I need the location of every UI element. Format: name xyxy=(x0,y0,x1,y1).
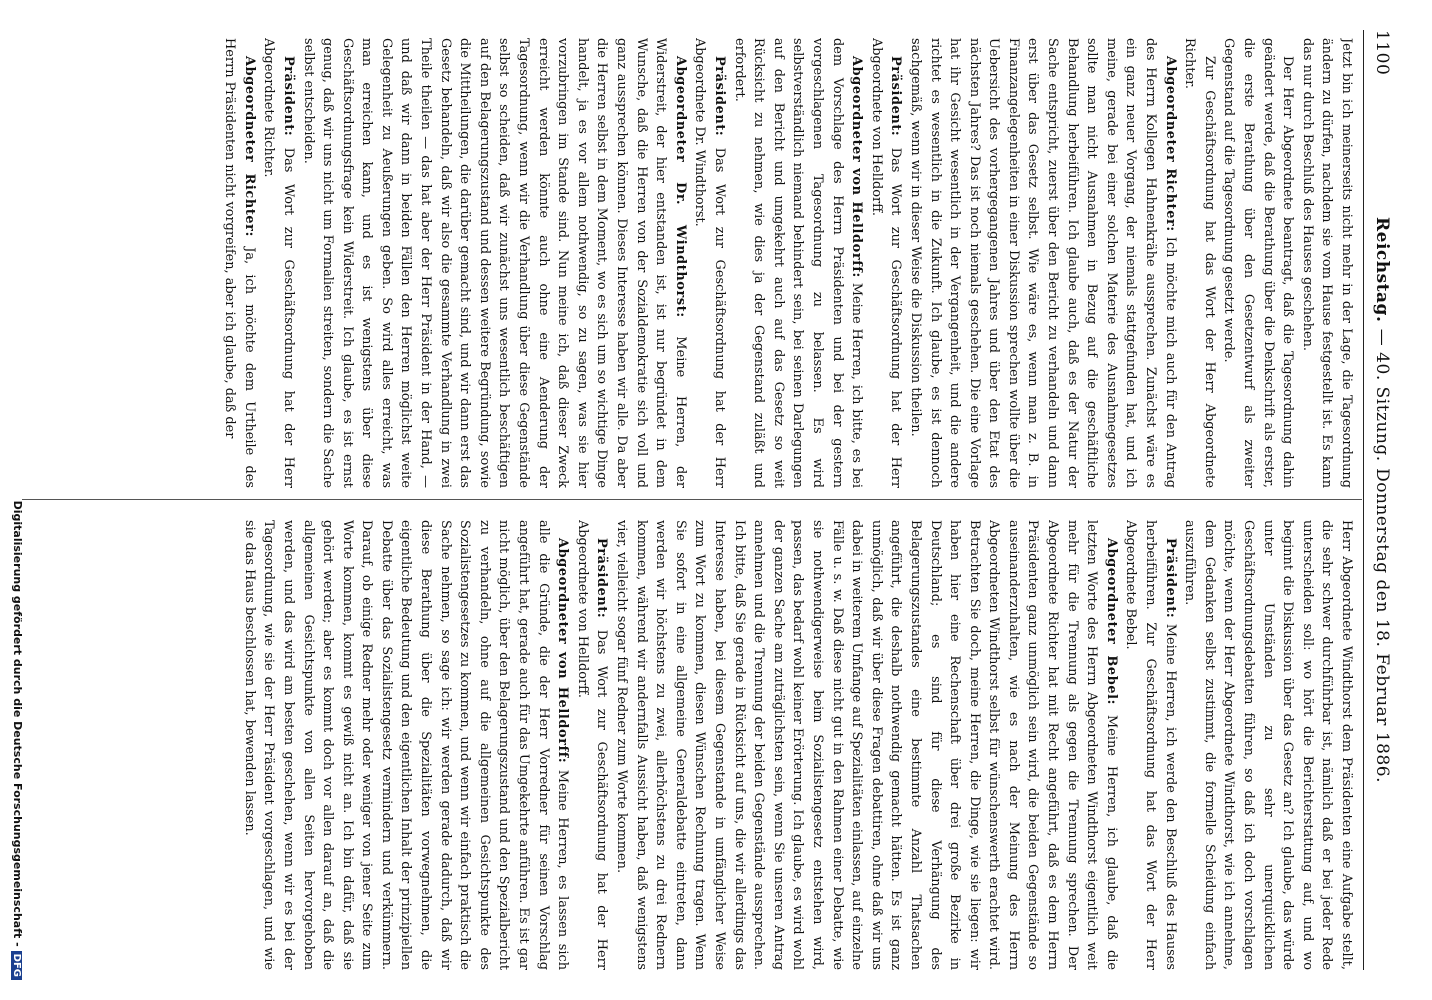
paragraph xyxy=(1219,38,1297,488)
paragraph-text: Meine Herren, ich bitte, es bei dem Vorschlage des Herrn Präsidenten und bei der gestern vorgeschlagenen Tagesordnung zu belassen. Es wird selbstverständlich niemand behindert sein, bei seinen Darlegungen auf den Bericht und umgekehrt auch auf das Gesetz so weit Rücksicht zu nehmen, wie dies ja der Gegenstand zuläßt und erfordert. xyxy=(731,38,865,488)
paragraph-text: Ja, ich möchte dem Urtheile des Herrn Präsidenten nicht vorgreifen, aber ich glaube, daß der xyxy=(222,38,257,488)
paragraph-text: Der Herr Abgeordnete beantragt, daß die Tagesordnung dahin geändert werde, daß die Berathung über die Denkschrift als erster, die erste Berathung über den Gesetzentwurf als zweiter Gegenstand auf die Tagesordnung gesetzt werde. xyxy=(1221,38,1296,488)
speaker-name: Abgeordneter von Helldorff: xyxy=(849,56,865,278)
text-column-left xyxy=(16,38,1356,488)
paragraph xyxy=(220,38,259,488)
digitization-footer xyxy=(6,30,24,980)
paragraph-text: Meine Herren, ich glaube, daß die letzten Worte des Herrn Abgeordneten Windthorst eigentlich weit mehr für die Trennung als gegen die Trennung sprechen. Der Abgeordnete Richter hat mit Recht angeführt, daß es dem Herrn Präsidenten ganz unmöglich sein wird, die beiden Gegenstände so auseinanderzuhalten, wie es nach der Meinung des Herrn Abgeordneten Windthorst selbst für wünschenswerth erachtet wird. Betrachten Sie doch, meine Herren, die Dinge, wie sie liegen: wir haben hier eine Rechenschaft über drei große Bezirke in Deutschland; es sind für diese Verhängung des Belagerungszustandes eine bestimmte Anzahl Thatsachen angeführt, die deshalb nothwendig gemacht hätten. Es ist ganz unmöglich, daß wir über diese Fragen debattiren, ohne daß wir uns dabei in weiterem Umfange auf Spezialitäten einlassen, auf einzelne Fälle u. s. w. Daß diese nicht gut in den Rahmen einer Debatte, wie sie nothwendigerweise beim Sozialistengesetz entstehen wird, passen, das bedarf wohl keiner Erörterung. Ich glaube, es wird wohl der ganzen Sache am zuträglichsten sein, wenn Sie unseren Antrag annehmen und die Trennung der beiden Gegenstände aussprechen. Ich bitte, daß Sie gerade in Rücksicht auf uns, die wir allerdings das Interesse haben, bei diesem Gegenstande in umfänglicher Weise zum Wort zu kommen, diesen Wünschen Rechnung tragen. Wenn Sie sofort in eine allgemeine Generaldebatte eintreten, dann werden wir höchstens zu zwei, allerhöchstens zu drei Rednern kommen, während wir andernfalls Aussicht haben, daß wenigstens vier, vielleicht sogar fünf Redner zum Worte kommen. xyxy=(614,520,1119,970)
paragraph-text: Meine Herren, der Widerstreit, der hier entstanden ist, ist nur begründet in dem Wunsche, daß die Herren von der Sozialdemokratie sich voll und ganz aussprechen können. Dieses Interesse haben wir alle. Da aber die Herren selbst in dem Moment, wo es sich um so wichtige Dinge handelt, ja es vor allem nothwendig, so zu sagen, was sie hier vorzubringen im Stande sind. Nun meine ich, daß dieser Zweck erreicht werden könnte auch ohne eine Aenderung der Tagesordnung, wenn wir die Verhandlung über diese Gegenstände selbst so scheiden, daß wir zunächst uns wesentlich beschäftigen auf den Belagerungszustand und dessen weitere Begründung, sowie die Mittheilungen, die darüber gemacht sind, und wir dann erst das Gesetz behandeln, daß wir also die gesammte Verhandlung in zwei Theile theilen — das hat aber der Herr Präsident in der Hand, — und daß wir dann in beiden Fällen den Herren möglichst weite Gelegenheit zu Aeußerungen geben. So wird alles erreicht, was man erreichen kann, und es ist wenigstens über diese Geschäftsordnungsfrage kein Widerstreit. Ich glaube, es ist ernst genug, daß wir uns nicht um Formalien streiten, sondern die Sache selbst entscheiden. xyxy=(300,38,688,488)
speaker-name: Abgeordneter Bebel: xyxy=(1103,538,1119,705)
paragraph xyxy=(239,520,572,970)
page-number: 1100 xyxy=(1372,30,1392,76)
speaker-name: Präsident: xyxy=(712,56,727,137)
column-divider xyxy=(22,499,1362,500)
paragraph-text: Ich möchte mich auch für den Antrag des Herrn Kollegen Hahnenkrähe aussprechen. Zunächst wäre es ein ganz neuer Vorgang, der niemals stattgefunden hat, und ich meine, gerade bei einer solchen Materie des Ausnahmegesetzes sollte man nicht Ausnahmen in Bezug auf die geschäftliche Behandlung herbeiführen. Ich glaube auch, daß es der Natur der Sache entspricht, zuerst über den Bericht zu verhandeln und dann erst über das Gesetz selbst. Wie wäre es, wenn man z. B. in Finanzangelegenheiten in einer Diskussion sprechen wollte über die Uebersicht des vorhergegangenen Jahres und über den Etat des nächsten Jahres? Das ist noch niemals geschehen. Die eine Vorlage hat ihr Gesicht wesentlich in der Vergangenheit, und die andere richtet es wesentlich in die Zukunft. Ich glaube, es ist dennoch sachgemäß, wenn wir in dieser Weise die Diskussion theilen. xyxy=(907,38,1178,488)
speaker-name: Abgeordneter Richter: xyxy=(241,56,257,237)
paragraph-text: Das Wort zur Geschäftsordnung hat der Herr Abgeordnete Dr. Windthorst. xyxy=(692,38,727,488)
paragraph-text: Das Wort zur Geschäftsordnung hat der Herr Abgeordnete von Helldorff. xyxy=(574,520,610,970)
paragraph xyxy=(1121,520,1180,970)
speaker-name: Präsident: xyxy=(1162,538,1178,619)
paragraph xyxy=(866,38,905,488)
speaker-name: Präsident: xyxy=(280,56,296,137)
paragraph-text: Das Wort zur Geschäftsordnung hat der Herr Abgeordnete von Helldorff. xyxy=(868,38,904,488)
dfg-logo: DFG xyxy=(11,951,22,980)
running-title xyxy=(1372,30,1392,970)
speaker-name: Präsident: xyxy=(594,538,610,619)
page-header xyxy=(1368,30,1394,970)
paragraph xyxy=(259,38,298,488)
title-left: Reichstag. xyxy=(1372,217,1392,323)
paragraph-text: Herr Abgeordnete Windthorst dem Präsidenten eine Aufgabe stellt, die sehr schwer durchführbar ist, nämlich daß er bei jeder Rede unterscheiden soll: wo hört die Berichterstattung auf, und wo beginnt die Diskussion über das Gesetz an? Ich glaube, das würde unter Umständen zu sehr unerquicklichen Geschäftsordnungsdebatten führen, so daß ich doch vorschlagen möchte, wenn der Herr Abgeordnete Windthorst, wie ich annehme, dem Gedanken selbst zustimmt, die formelle Scheidung einfach auszuführen. xyxy=(1182,520,1354,970)
speaker-name: Präsident: xyxy=(888,56,904,137)
paragraph xyxy=(1180,520,1356,970)
paragraph-text: Das Wort zur Geschäftsordnung hat der Herr Abgeordnete Richter. xyxy=(261,38,296,488)
paragraph xyxy=(572,520,611,970)
speaker-name: Abgeordneter von Helldorff: xyxy=(555,538,571,764)
speaker-name: Abgeordneter Richter: xyxy=(1162,56,1178,232)
paragraph xyxy=(1297,38,1356,488)
paragraph-text: Meine Herren, ich werde den Beschluß des Hauses herbeiführen. Zur Geschäftsordnung hat das Wort der Herr Abgeordnete Bebel. xyxy=(1123,520,1178,970)
paragraph xyxy=(1180,38,1219,488)
digitization-notice: Digitalisierung gefördert durch die Deutsche Forschungsgemeinschaft - xyxy=(11,500,24,947)
paragraph xyxy=(611,520,1120,970)
paragraph xyxy=(298,38,690,488)
paragraph xyxy=(690,38,729,488)
session-date: Donnerstag den 18. Februar 1886. xyxy=(1372,468,1392,783)
paragraph-text: Meine Herren, es lassen sich alle die Gründe, die der Herr Vorredner für seinen Vorschlag angeführt hat, gerade auch für das Umgekehrte anführen. Es ist gar nicht möglich, über den Belagerungszustand und den Spezialbericht zu verhandeln, ohne auf die allgemeinen Gesichtspunkte des Sozialistengesetzes zu kommen, und wenn wir einfach praktisch die Sache nehmen, so sage ich: wir werden gerade dadurch, daß wir diese Berathung über die Spezialitäten vorwegnehmen, die eigentliche Bedeutung und den eigentlichen Inhalt der prinzipiellen Debatte über das Sozialistengesetz vermindern und verkümmern. Darauf, ob einige Redner mehr oder weniger von jener Seite zum Worte kommen, kommt es gewiß nicht an. Ich bin dafür, daß sie gehört werden; aber es kommt doch vor allen darauf an, daß die allgemeinen Gesichtspunkte von allen Seiten hervorgehoben werden, und das wird am besten geschehen, wenn wir es bei der Tagesordnung, wie sie der Herr Präsident vorgeschlagen, und wie sie das Haus beschlossen hat, bewenden lassen. xyxy=(241,520,571,970)
paragraph xyxy=(905,38,1179,488)
text-column-right xyxy=(16,520,1356,970)
header-rule xyxy=(1363,30,1364,970)
paragraph xyxy=(729,38,866,488)
paragraph-text: Jetzt bin ich meinerseits nicht mehr in der Lage, die Tagesordnung ändern zu dürfen, nachdem sie vom Hause festgestellt ist. Es kann das nur durch Beschluß des Hauses geschehen. xyxy=(1299,38,1354,488)
speaker-name: Abgeordneter Dr. Windthorst: xyxy=(672,56,688,318)
paragraph-text: Zur Geschäftsordnung hat das Wort der Herr Abgeordnete Richter. xyxy=(1182,38,1217,488)
session-label: — 40. Sitzung. xyxy=(1372,328,1392,462)
